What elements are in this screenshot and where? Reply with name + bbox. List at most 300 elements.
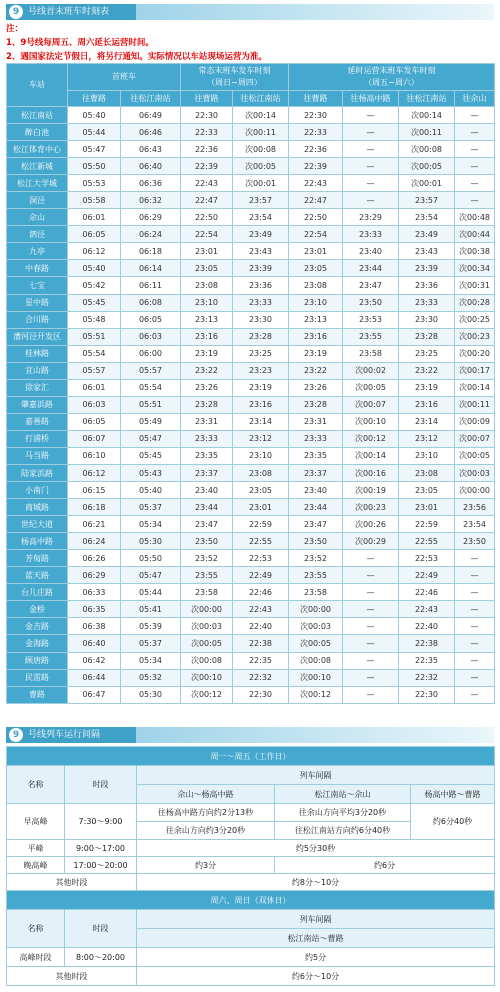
- station-name: 世纪大道: [7, 516, 68, 533]
- morning-peak-period: 7:30～9:00: [65, 804, 137, 840]
- first-to-caolu: 06:26: [68, 550, 121, 567]
- ext-to-yanggaozhong: 次00:02: [343, 362, 399, 379]
- ext-to-caolu: 23:13: [289, 311, 343, 328]
- header-to-songjiang: 往松江南站: [233, 91, 289, 107]
- ext-to-songjiang: 23:16: [399, 396, 455, 413]
- header-to-yanggaozhong: 往杨高中路: [343, 91, 399, 107]
- station-name: 金桥: [7, 601, 68, 618]
- ext-to-caolu: 23:58: [289, 584, 343, 601]
- header-to-caolu: 往曹路: [181, 91, 233, 107]
- ext-to-yanggaozhong: —: [343, 635, 399, 652]
- first-to-caolu: 06:07: [68, 430, 121, 447]
- table-row: [7, 601, 495, 618]
- ext-to-songjiang: 23:39: [399, 260, 455, 277]
- table-row: [7, 260, 495, 277]
- table-row: [7, 499, 495, 516]
- ext-to-caolu: 22:43: [289, 175, 343, 192]
- first-to-caolu: 06:12: [68, 243, 121, 260]
- first-to-songjiang: 05:32: [121, 669, 181, 686]
- ext-to-sheshan: 次00:25: [455, 311, 495, 328]
- first-to-songjiang: 05:49: [121, 413, 181, 430]
- ext-to-songjiang: 22:32: [399, 669, 455, 686]
- ext-to-yanggaozhong: 次00:19: [343, 482, 399, 499]
- normal-to-songjiang: 23:49: [233, 226, 289, 243]
- ext-to-songjiang: 22:40: [399, 618, 455, 635]
- normal-to-songjiang: 23:23: [233, 362, 289, 379]
- morning-peak-c: 约6分40秒: [411, 804, 495, 840]
- first-to-songjiang: 05:30: [121, 686, 181, 703]
- ext-to-songjiang: 23:30: [399, 311, 455, 328]
- ext-to-songjiang: 22:46: [399, 584, 455, 601]
- ext-to-songjiang: 23:10: [399, 447, 455, 464]
- header-station: 车站: [7, 64, 68, 107]
- header-first-train: 首班车: [68, 64, 181, 91]
- ext-to-yanggaozhong: 次00:23: [343, 499, 399, 516]
- ext-to-songjiang: 次00:08: [399, 141, 455, 158]
- ext-to-caolu: 23:50: [289, 533, 343, 550]
- ext-to-songjiang: 次00:05: [399, 158, 455, 175]
- first-to-songjiang: 05:41: [121, 601, 181, 618]
- station-name: 漕河泾开发区: [7, 328, 68, 345]
- header-to-songjiang: 往松江南站: [399, 91, 455, 107]
- normal-to-caolu: 次00:00: [181, 601, 233, 618]
- line-number-badge: 9: [9, 5, 23, 19]
- station-name: 佘山: [7, 209, 68, 226]
- ext-to-yanggaozhong: —: [343, 192, 399, 209]
- ext-to-yanggaozhong: —: [343, 107, 399, 124]
- evening-peak-left: 约3分: [137, 857, 275, 874]
- ext-to-yanggaozhong: 23:53: [343, 311, 399, 328]
- normal-to-songjiang: 22:35: [233, 652, 289, 669]
- ext-to-sheshan: 23:50: [455, 533, 495, 550]
- ext-to-yanggaozhong: —: [343, 584, 399, 601]
- table-row: [7, 311, 495, 328]
- table-row: [7, 192, 495, 209]
- normal-to-songjiang: 23:39: [233, 260, 289, 277]
- ext-to-sheshan: 次00:11: [455, 396, 495, 413]
- segment-yanggaozhong-caolu: 杨高中路～曹路: [411, 785, 495, 804]
- normal-to-caolu: 次00:05: [181, 635, 233, 652]
- station-name: 杨高中路: [7, 533, 68, 550]
- normal-to-caolu: 23:35: [181, 447, 233, 464]
- normal-to-songjiang: 23:43: [233, 243, 289, 260]
- station-name: 松江体育中心: [7, 141, 68, 158]
- normal-to-songjiang: 23:28: [233, 328, 289, 345]
- normal-to-songjiang: 23:25: [233, 345, 289, 362]
- normal-to-songjiang: 次00:08: [233, 141, 289, 158]
- normal-to-caolu: 23:10: [181, 294, 233, 311]
- first-to-caolu: 06:18: [68, 499, 121, 516]
- ext-to-sheshan: 次00:17: [455, 362, 495, 379]
- station-name: 桂林路: [7, 345, 68, 362]
- notes: [6, 22, 494, 64]
- ext-to-sheshan: 23:54: [455, 516, 495, 533]
- first-to-songjiang: 06:14: [121, 260, 181, 277]
- ext-to-sheshan: —: [455, 652, 495, 669]
- normal-to-caolu: 23:40: [181, 482, 233, 499]
- normal-to-songjiang: 次00:11: [233, 124, 289, 141]
- normal-to-caolu: 23:37: [181, 464, 233, 481]
- first-to-songjiang: 05:39: [121, 618, 181, 635]
- first-to-caolu: 06:42: [68, 652, 121, 669]
- first-to-songjiang: 06:24: [121, 226, 181, 243]
- header-gradient: [136, 4, 494, 20]
- table-row: [7, 277, 495, 294]
- ext-to-songjiang: 22:55: [399, 533, 455, 550]
- normal-to-songjiang: 22:55: [233, 533, 289, 550]
- ext-to-sheshan: 次00:31: [455, 277, 495, 294]
- ext-to-songjiang: 23:57: [399, 192, 455, 209]
- ext-to-sheshan: —: [455, 124, 495, 141]
- station-name: 松江新城: [7, 158, 68, 175]
- interval-section-title: 号线列车运行间隔: [28, 730, 101, 740]
- flat-period: 9:00～17:00: [65, 840, 137, 857]
- first-to-songjiang: 06:49: [121, 107, 181, 124]
- first-to-caolu: 06:33: [68, 584, 121, 601]
- ext-to-sheshan: 次00:48: [455, 209, 495, 226]
- normal-to-caolu: 23:58: [181, 584, 233, 601]
- ext-to-caolu: 次00:00: [289, 601, 343, 618]
- morning-peak-b2: 往松江南站方向约6分40秒: [275, 822, 411, 840]
- weekend-interval-header: 列车间隔: [137, 910, 495, 929]
- station-name: 马当路: [7, 447, 68, 464]
- ext-to-caolu: 23:08: [289, 277, 343, 294]
- station-name: 芳甸路: [7, 550, 68, 567]
- normal-to-caolu: 23:47: [181, 516, 233, 533]
- ext-to-sheshan: 次00:20: [455, 345, 495, 362]
- ext-to-sheshan: —: [455, 141, 495, 158]
- normal-to-caolu: 23:44: [181, 499, 233, 516]
- first-to-caolu: 06:47: [68, 686, 121, 703]
- ext-to-sheshan: 次00:14: [455, 379, 495, 396]
- normal-to-songjiang: 23:16: [233, 396, 289, 413]
- segment-songjiang-sheshan: 松江南站～佘山: [275, 785, 411, 804]
- ext-to-yanggaozhong: —: [343, 669, 399, 686]
- first-to-songjiang: 06:46: [121, 124, 181, 141]
- header-extended-sub: （周五~周六）: [364, 78, 419, 87]
- table-row: [7, 379, 495, 396]
- ext-to-caolu: 23:31: [289, 413, 343, 430]
- ext-to-songjiang: 23:43: [399, 243, 455, 260]
- first-to-songjiang: 05:34: [121, 516, 181, 533]
- header-normal-sub: （周日~周四）: [207, 78, 262, 87]
- first-to-caolu: 05:50: [68, 158, 121, 175]
- station-name: 合川路: [7, 311, 68, 328]
- ext-to-yanggaozhong: 次00:12: [343, 430, 399, 447]
- normal-to-songjiang: 23:12: [233, 430, 289, 447]
- station-name: 小南门: [7, 482, 68, 499]
- first-to-caolu: 05:58: [68, 192, 121, 209]
- table-row: [7, 669, 495, 686]
- ext-to-caolu: 次00:08: [289, 652, 343, 669]
- first-to-songjiang: 05:37: [121, 499, 181, 516]
- first-to-songjiang: 06:08: [121, 294, 181, 311]
- table-row: [7, 328, 495, 345]
- table-row: [7, 209, 495, 226]
- morning-peak-name: 早高峰: [7, 804, 65, 840]
- ext-to-sheshan: —: [455, 158, 495, 175]
- ext-to-sheshan: 次00:38: [455, 243, 495, 260]
- station-name: 泗泾: [7, 226, 68, 243]
- period-header: 时段: [65, 766, 137, 804]
- ext-to-songjiang: 23:01: [399, 499, 455, 516]
- station-name: 中春路: [7, 260, 68, 277]
- ext-to-yanggaozhong: —: [343, 601, 399, 618]
- table-row: [7, 141, 495, 158]
- first-to-caolu: 05:51: [68, 328, 121, 345]
- ext-to-songjiang: 22:49: [399, 567, 455, 584]
- station-name: 顾唐路: [7, 652, 68, 669]
- timetable-body: [7, 107, 495, 704]
- ext-to-songjiang: 次00:14: [399, 107, 455, 124]
- first-to-songjiang: 05:50: [121, 550, 181, 567]
- ext-to-songjiang: 23:14: [399, 413, 455, 430]
- ext-to-yanggaozhong: —: [343, 567, 399, 584]
- ext-to-songjiang: 22:53: [399, 550, 455, 567]
- ext-to-caolu: 23:40: [289, 482, 343, 499]
- ext-to-songjiang: 22:38: [399, 635, 455, 652]
- normal-to-songjiang: 22:53: [233, 550, 289, 567]
- first-to-songjiang: 06:29: [121, 209, 181, 226]
- ext-to-sheshan: —: [455, 192, 495, 209]
- normal-to-songjiang: 次00:14: [233, 107, 289, 124]
- first-to-caolu: 06:29: [68, 567, 121, 584]
- timetable-section-header: [6, 4, 494, 20]
- first-to-caolu: 06:05: [68, 226, 121, 243]
- ext-to-caolu: 23:05: [289, 260, 343, 277]
- ext-to-caolu: 23:37: [289, 464, 343, 481]
- weekend-peak-period: 8:00～20:00: [65, 948, 137, 967]
- note-item-1: 1、9号线每周五、周六延长运营时间。: [6, 38, 154, 48]
- station-name: 九亭: [7, 243, 68, 260]
- ext-to-caolu: 次00:10: [289, 669, 343, 686]
- header-to-sheshan: 往佘山: [455, 91, 495, 107]
- evening-peak-right: 约6分: [275, 857, 495, 874]
- first-to-songjiang: 05:37: [121, 635, 181, 652]
- timetable: [6, 63, 495, 704]
- normal-to-caolu: 23:19: [181, 345, 233, 362]
- ext-to-caolu: 次00:03: [289, 618, 343, 635]
- ext-to-songjiang: 23:36: [399, 277, 455, 294]
- first-to-caolu: 06:01: [68, 379, 121, 396]
- evening-peak-period: 17:00～20:00: [65, 857, 137, 874]
- ext-to-sheshan: —: [455, 669, 495, 686]
- first-to-songjiang: 06:18: [121, 243, 181, 260]
- normal-to-caolu: 23:28: [181, 396, 233, 413]
- first-to-caolu: 05:45: [68, 294, 121, 311]
- station-name: 星中路: [7, 294, 68, 311]
- first-to-caolu: 05:48: [68, 311, 121, 328]
- interval-section-header: [6, 727, 494, 743]
- ext-to-sheshan: —: [455, 550, 495, 567]
- normal-to-songjiang: 23:08: [233, 464, 289, 481]
- ext-to-sheshan: 次00:05: [455, 447, 495, 464]
- ext-to-sheshan: 次00:34: [455, 260, 495, 277]
- normal-to-songjiang: 23:14: [233, 413, 289, 430]
- header-gradient: [136, 727, 494, 743]
- first-to-caolu: 05:54: [68, 345, 121, 362]
- normal-to-songjiang: 23:19: [233, 379, 289, 396]
- first-to-caolu: 06:03: [68, 396, 121, 413]
- first-to-caolu: 06:12: [68, 464, 121, 481]
- normal-to-songjiang: 22:46: [233, 584, 289, 601]
- normal-to-songjiang: 22:40: [233, 618, 289, 635]
- normal-to-caolu: 22:54: [181, 226, 233, 243]
- normal-to-songjiang: 23:30: [233, 311, 289, 328]
- ext-to-songjiang: 22:35: [399, 652, 455, 669]
- normal-to-songjiang: 22:59: [233, 516, 289, 533]
- ext-to-caolu: 23:28: [289, 396, 343, 413]
- station-name: 嘉善路: [7, 413, 68, 430]
- ext-to-caolu: 22:30: [289, 107, 343, 124]
- first-to-songjiang: 05:40: [121, 482, 181, 499]
- normal-to-caolu: 23:01: [181, 243, 233, 260]
- first-to-caolu: 06:44: [68, 669, 121, 686]
- ext-to-caolu: 23:26: [289, 379, 343, 396]
- normal-to-songjiang: 23:36: [233, 277, 289, 294]
- ext-to-caolu: 23:19: [289, 345, 343, 362]
- table-row: [7, 482, 495, 499]
- first-to-songjiang: 05:45: [121, 447, 181, 464]
- normal-to-caolu: 22:39: [181, 158, 233, 175]
- first-to-songjiang: 05:54: [121, 379, 181, 396]
- first-to-songjiang: 06:36: [121, 175, 181, 192]
- station-name: 曹路: [7, 686, 68, 703]
- normal-to-caolu: 23:16: [181, 328, 233, 345]
- first-to-caolu: 05:40: [68, 107, 121, 124]
- ext-to-yanggaozhong: 次00:14: [343, 447, 399, 464]
- ext-to-yanggaozhong: 23:47: [343, 277, 399, 294]
- normal-to-songjiang: 22:49: [233, 567, 289, 584]
- ext-to-songjiang: 次00:11: [399, 124, 455, 141]
- normal-to-songjiang: 22:43: [233, 601, 289, 618]
- normal-to-caolu: 23:22: [181, 362, 233, 379]
- ext-to-songjiang: 23:19: [399, 379, 455, 396]
- ext-to-yanggaozhong: 23:44: [343, 260, 399, 277]
- normal-to-caolu: 22:43: [181, 175, 233, 192]
- ext-to-caolu: 23:01: [289, 243, 343, 260]
- ext-to-sheshan: —: [455, 175, 495, 192]
- normal-to-caolu: 次00:03: [181, 618, 233, 635]
- other-value: 约8分～10分: [137, 874, 495, 891]
- ext-to-sheshan: 次00:00: [455, 482, 495, 499]
- normal-to-caolu: 23:55: [181, 567, 233, 584]
- normal-to-songjiang: 23:54: [233, 209, 289, 226]
- ext-to-caolu: 22:36: [289, 141, 343, 158]
- first-to-songjiang: 06:11: [121, 277, 181, 294]
- ext-to-sheshan: —: [455, 107, 495, 124]
- normal-to-songjiang: 23:05: [233, 482, 289, 499]
- normal-to-songjiang: 22:30: [233, 686, 289, 703]
- table-row: [7, 618, 495, 635]
- station-name: 肇嘉浜路: [7, 396, 68, 413]
- interval-table: [6, 746, 495, 986]
- ext-to-songjiang: 23:49: [399, 226, 455, 243]
- first-to-caolu: 06:35: [68, 601, 121, 618]
- first-to-songjiang: 05:44: [121, 584, 181, 601]
- ext-to-sheshan: —: [455, 601, 495, 618]
- ext-to-caolu: 23:22: [289, 362, 343, 379]
- ext-to-songjiang: 23:33: [399, 294, 455, 311]
- other-name: 其他时段: [7, 874, 137, 891]
- station-name: 蓝天路: [7, 567, 68, 584]
- name-header: 名称: [7, 766, 65, 804]
- first-to-caolu: 06:01: [68, 209, 121, 226]
- flat-value: 约5分30秒: [137, 840, 495, 857]
- ext-to-yanggaozhong: —: [343, 175, 399, 192]
- table-row: [7, 158, 495, 175]
- first-to-caolu: 05:40: [68, 260, 121, 277]
- ext-to-yanggaozhong: —: [343, 550, 399, 567]
- ext-to-sheshan: —: [455, 635, 495, 652]
- morning-peak-b1: 往余山方向平均3分20秒: [275, 804, 411, 822]
- evening-peak-name: 晚高峰: [7, 857, 65, 874]
- ext-to-songjiang: 23:28: [399, 328, 455, 345]
- normal-to-caolu: 23:05: [181, 260, 233, 277]
- ext-to-caolu: 23:10: [289, 294, 343, 311]
- ext-to-sheshan: 次00:44: [455, 226, 495, 243]
- table-row: [7, 464, 495, 481]
- table-row: [7, 294, 495, 311]
- ext-to-caolu: 23:55: [289, 567, 343, 584]
- first-to-songjiang: 06:00: [121, 345, 181, 362]
- ext-to-caolu: 22:50: [289, 209, 343, 226]
- ext-to-caolu: 次00:12: [289, 686, 343, 703]
- first-to-songjiang: 06:03: [121, 328, 181, 345]
- ext-to-caolu: 23:44: [289, 499, 343, 516]
- station-name: 松江南站: [7, 107, 68, 124]
- table-row: [7, 124, 495, 141]
- weekend-other-name: 其他时段: [7, 967, 137, 986]
- ext-to-yanggaozhong: —: [343, 686, 399, 703]
- table-row: [7, 345, 495, 362]
- normal-to-songjiang: 23:57: [233, 192, 289, 209]
- ext-to-sheshan: 次00:28: [455, 294, 495, 311]
- station-name: 打浦桥: [7, 430, 68, 447]
- ext-to-songjiang: 22:43: [399, 601, 455, 618]
- ext-to-songjiang: 23:22: [399, 362, 455, 379]
- station-name: 徐家汇: [7, 379, 68, 396]
- ext-to-yanggaozhong: 次00:07: [343, 396, 399, 413]
- first-to-songjiang: 06:05: [121, 311, 181, 328]
- ext-to-yanggaozhong: —: [343, 158, 399, 175]
- table-row: [7, 635, 495, 652]
- ext-to-caolu: 23:35: [289, 447, 343, 464]
- line-number-badge: 9: [9, 728, 23, 742]
- header-extended-title: 延时运营末班车发车时刻: [347, 66, 436, 75]
- ext-to-sheshan: 次00:03: [455, 464, 495, 481]
- ext-to-yanggaozhong: —: [343, 124, 399, 141]
- first-to-caolu: 06:10: [68, 447, 121, 464]
- weekend-band: 周六、周日（双休日）: [7, 891, 495, 910]
- first-to-caolu: 06:24: [68, 533, 121, 550]
- table-row: [7, 447, 495, 464]
- first-to-caolu: 05:42: [68, 277, 121, 294]
- first-to-caolu: 06:15: [68, 482, 121, 499]
- normal-to-songjiang: 次00:01: [233, 175, 289, 192]
- ext-to-caolu: 次00:05: [289, 635, 343, 652]
- ext-to-sheshan: —: [455, 567, 495, 584]
- table-row: [7, 430, 495, 447]
- header-normal-title: 常态末班车发车时刻: [198, 66, 271, 75]
- first-to-songjiang: 05:57: [121, 362, 181, 379]
- weekend-other-value: 约6分～10分: [137, 967, 495, 986]
- ext-to-yanggaozhong: 次00:16: [343, 464, 399, 481]
- normal-to-caolu: 23:52: [181, 550, 233, 567]
- normal-to-caolu: 次00:08: [181, 652, 233, 669]
- table-row: [7, 413, 495, 430]
- weekend-period-header: 时段: [65, 910, 137, 948]
